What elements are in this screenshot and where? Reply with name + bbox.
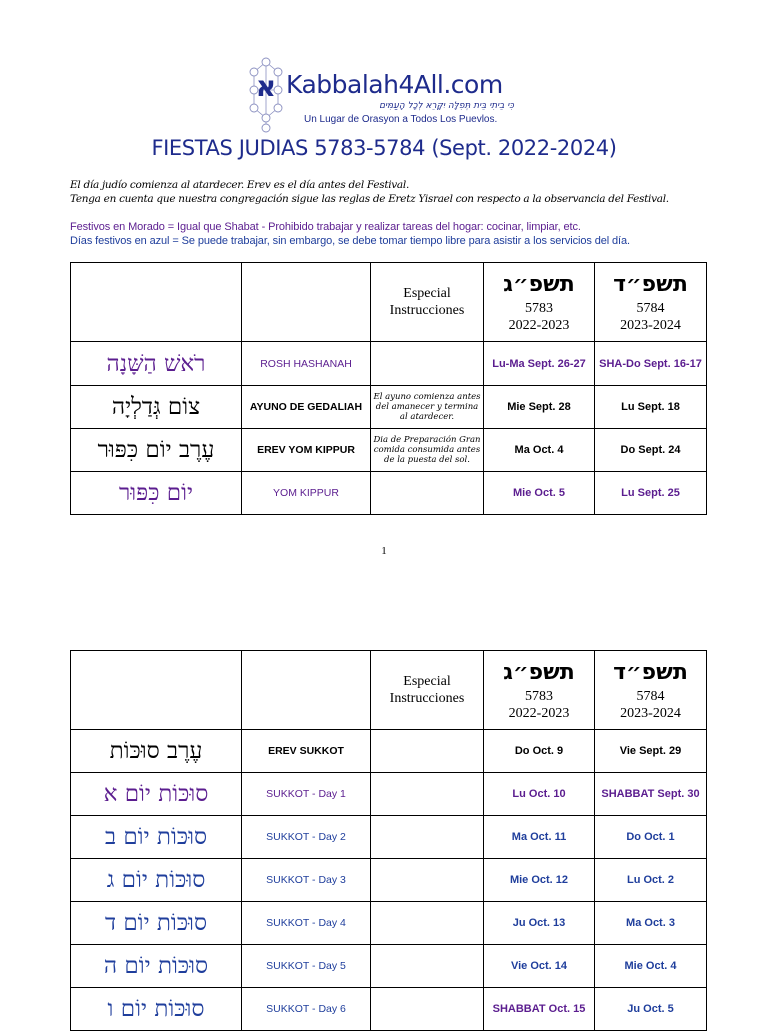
header-year-1 <box>484 263 595 342</box>
holiday-hebrew-name: יוֹם כִּפּוּר <box>71 472 242 515</box>
holiday-hebrew-name: רֹאשׁ הַשָּׁנָה <box>71 342 242 386</box>
holiday-date-5783: Vie Oct. 14 <box>484 945 595 988</box>
holiday-date-5784: Mie Oct. 4 <box>595 945 707 988</box>
logo-tagline: Un Lugar de Orasyon a Todos Los Puevlos. <box>304 114 498 125</box>
holiday-hebrew-name: עֶרֶב יוֹם כִּפּוּר <box>71 429 242 472</box>
holiday-english-name: SUKKOT - Day 2 <box>242 816 371 859</box>
holiday-instructions <box>371 472 484 515</box>
legend-purple: Festivos en Morado = Igual que Shabat - Prohibido trabajar y realizar tareas del hogar: cocinar, limpiar, etc. <box>70 221 581 233</box>
holiday-english-name: SUKKOT - Day 3 <box>242 859 371 902</box>
note-congregation: Tenga en cuenta que nuestra congregación sigue las reglas de Eretz Yisrael con respecto a la observancia del Festival. <box>70 193 669 205</box>
header-year-hebrew: תשפ״ד <box>613 660 688 685</box>
header-instructions-label: Especial Instrucciones <box>389 286 465 318</box>
holiday-date-5783: Mie Sept. 28 <box>484 386 595 429</box>
header-year-range: 2023-2024 <box>620 706 681 721</box>
header-instructions <box>371 651 484 730</box>
holiday-instructions <box>371 859 484 902</box>
holiday-instructions <box>371 816 484 859</box>
holiday-english-name: YOM KIPPUR <box>242 472 371 515</box>
holiday-hebrew-name: סוּכּוֹת יוֹם ב <box>71 816 242 859</box>
holiday-instructions: Dia de Preparación Gran comida consumida antes de la puesta del sol. <box>371 429 484 472</box>
holiday-date-5783: Lu-Ma Sept. 26-27 <box>484 342 595 386</box>
table-header-row <box>71 651 707 730</box>
table-row <box>71 816 707 859</box>
holiday-date-5783: Lu Oct. 10 <box>484 773 595 816</box>
tree-of-life-icon <box>246 56 286 134</box>
holiday-date-5784: Ju Oct. 5 <box>595 988 707 1031</box>
header-year-hebrew: תשפ״ד <box>613 272 688 297</box>
holiday-instructions <box>371 773 484 816</box>
holiday-english-name: EREV SUKKOT <box>242 730 371 773</box>
header-cell-empty <box>242 263 371 342</box>
header-year-number: 5783 <box>525 301 553 316</box>
holiday-hebrew-name: סוּכּוֹת יוֹם א <box>71 773 242 816</box>
legend-blue: Días festivos en azul = Se puede trabajar, sin embargo, se debe tomar tiempo libre para asistir a los servicios del día. <box>70 235 630 247</box>
header-cell-empty <box>71 651 242 730</box>
table-row <box>71 386 707 429</box>
holiday-hebrew-name: סוּכּוֹת יוֹם ד <box>71 902 242 945</box>
holiday-hebrew-name: סוּכּוֹת יוֹם ה <box>71 945 242 988</box>
table-row <box>71 342 707 386</box>
holiday-table-1 <box>70 262 707 515</box>
table-row <box>71 472 707 515</box>
holiday-date-5783: Mie Oct. 5 <box>484 472 595 515</box>
holiday-date-5783: Ju Oct. 13 <box>484 902 595 945</box>
header-year-number: 5784 <box>636 689 665 704</box>
header-year-2 <box>595 263 707 342</box>
holiday-date-5784: Do Oct. 1 <box>595 816 707 859</box>
header-instructions <box>371 263 484 342</box>
holiday-english-name: SUKKOT - Day 5 <box>242 945 371 988</box>
header-year-range: 2022-2023 <box>508 706 570 721</box>
table-row <box>71 902 707 945</box>
holiday-date-5784: Ma Oct. 3 <box>595 902 707 945</box>
holiday-date-5783: Mie Oct. 12 <box>484 859 595 902</box>
header-year-range: 2023-2024 <box>620 318 681 333</box>
header-cell-empty <box>71 263 242 342</box>
holiday-english-name: EREV YOM KIPPUR <box>242 429 371 472</box>
holiday-instructions <box>371 988 484 1031</box>
holiday-hebrew-name: עֶרֶב סוּכּוֹת <box>71 730 242 773</box>
holiday-english-name: ROSH HASHANAH <box>242 342 371 386</box>
page-title: FIESTAS JUDIAS 5783-5784 (Sept. 2022-2024) <box>151 136 617 160</box>
table-row <box>71 859 707 902</box>
holiday-instructions <box>371 902 484 945</box>
holiday-english-name: SUKKOT - Day 1 <box>242 773 371 816</box>
header-year-number: 5784 <box>636 301 665 316</box>
logo-hebrew-verse: כִּי בֵיתִי בֵּית תְּפִלָּה יִקָּרֵא לְכָל הָעַמִּים <box>379 101 514 111</box>
holiday-instructions <box>371 730 484 773</box>
table-header-row <box>71 263 707 342</box>
table-row <box>71 429 707 472</box>
table-row <box>71 730 707 773</box>
holiday-instructions: El ayuno comienza antes del amanecer y termina al atardecer. <box>371 386 484 429</box>
holiday-date-5783: Do Oct. 9 <box>484 730 595 773</box>
holiday-instructions <box>371 342 484 386</box>
holiday-date-5784: Lu Oct. 2 <box>595 859 707 902</box>
table-row <box>71 945 707 988</box>
aleph-icon: א <box>255 70 277 103</box>
header-year-number: 5783 <box>525 689 553 704</box>
note-day-start: El día judío comienza al atardecer. Erev es el día antes del Festival. <box>70 179 409 191</box>
header-year-range: 2022-2023 <box>508 318 570 333</box>
header-instructions-label: Especial Instrucciones <box>389 674 465 706</box>
holiday-date-5784: Lu Sept. 25 <box>595 472 707 515</box>
site-logo <box>246 56 526 134</box>
holiday-date-5784: SHABBAT Sept. 30 <box>595 773 707 816</box>
header-year-2 <box>595 651 707 730</box>
header-year-hebrew: תשפ״ג <box>503 272 575 297</box>
holiday-english-name: SUKKOT - Day 6 <box>242 988 371 1031</box>
header-year-1 <box>484 651 595 730</box>
holiday-hebrew-name: סוּכּוֹת יוֹם ג <box>71 859 242 902</box>
header-cell-empty <box>242 651 371 730</box>
holiday-hebrew-name: צוֹם גְּדַלְיָה <box>71 386 242 429</box>
holiday-english-name: AYUNO DE GEDALIAH <box>242 386 371 429</box>
holiday-date-5783: SHABBAT Oct. 15 <box>484 988 595 1031</box>
header-year-hebrew: תשפ״ג <box>503 660 575 685</box>
holiday-date-5783: Ma Oct. 4 <box>484 429 595 472</box>
logo-title: Kabbalah4All.com <box>286 70 503 99</box>
holiday-date-5784: Vie Sept. 29 <box>595 730 707 773</box>
holiday-date-5784: Lu Sept. 18 <box>595 386 707 429</box>
holiday-date-5783: Ma Oct. 11 <box>484 816 595 859</box>
holiday-table-2 <box>70 650 707 1031</box>
holiday-hebrew-name: סוּכּוֹת יוֹם ו <box>71 988 242 1031</box>
page-number: 1 <box>381 545 387 557</box>
holiday-date-5784: SHA-Do Sept. 16-17 <box>595 342 707 386</box>
table-row <box>71 988 707 1031</box>
table-row <box>71 773 707 816</box>
holiday-date-5784: Do Sept. 24 <box>595 429 707 472</box>
holiday-english-name: SUKKOT - Day 4 <box>242 902 371 945</box>
holiday-instructions <box>371 945 484 988</box>
